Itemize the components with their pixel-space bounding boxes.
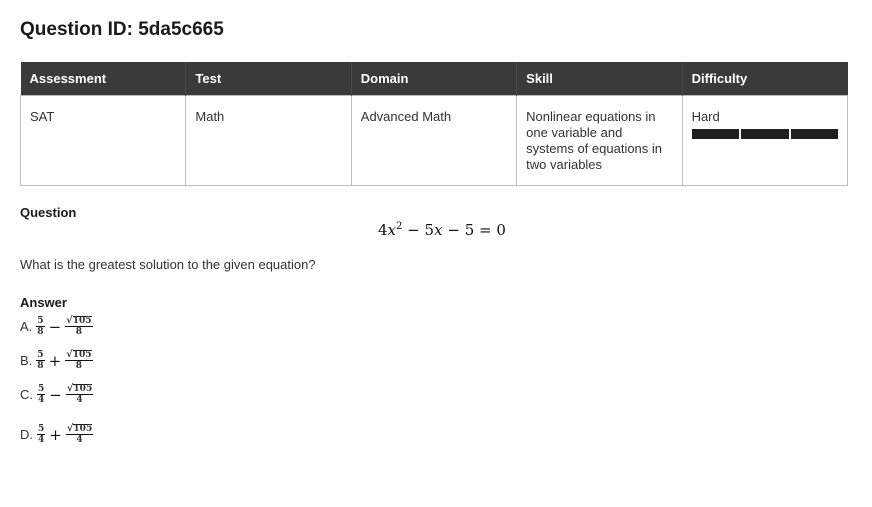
eq-exponent: 2 [396,221,403,232]
fraction-denominator: 4 [38,395,45,405]
eq-coef-a: 4 [378,221,388,239]
eq-op2: − [447,221,460,239]
choice-operator: − [48,317,62,336]
radicand: 105 [72,350,92,360]
fraction-rational [36,350,44,371]
eq-equals: = [479,221,492,239]
sqrt-symbol-icon: √ [66,423,74,434]
difficulty-indicator [692,129,838,139]
cell-skill: Nonlinear equations in one variable and systems of equations in two variables [517,96,682,186]
radicand: 105 [73,424,93,434]
answer-choice [20,316,93,337]
fraction-radical [65,350,92,371]
choice-letter: D. [20,427,33,442]
fraction-radical [66,424,93,445]
eq-op1: − [407,221,420,239]
square-root [66,350,91,360]
header-difficulty: Difficulty [682,62,847,96]
radicand: 105 [72,316,92,326]
fraction-denominator: 4 [76,395,83,405]
table-header-row [21,62,848,96]
square-root [66,316,91,326]
answer-choice [20,424,93,445]
eq-term2: 5 [424,221,435,239]
fraction-rational [37,384,45,405]
fraction-rational [37,424,45,445]
header-test: Test [186,62,351,96]
fraction-radical [66,384,93,405]
answer-choice [20,350,93,371]
difficulty-bar [791,129,838,139]
header-skill: Skill [517,62,682,96]
page-title: Question ID: 5da5c665 [20,19,224,40]
choice-operator: + [49,425,62,444]
square-root [67,384,92,394]
header-domain: Domain [351,62,516,96]
fraction-numerator [66,424,93,435]
question-label: Question [20,205,77,220]
square-root [67,424,92,434]
cell-difficulty [682,96,847,186]
fraction-denominator: 8 [37,327,44,337]
choice-letter: A. [20,319,33,334]
answer-label: Answer [20,295,67,310]
choice-letter: B. [20,353,33,368]
choice-letter: C. [20,387,33,402]
radicand: 105 [73,384,93,394]
cell-test: Math [186,96,351,186]
question-equation [378,221,506,239]
fraction-numerator [65,316,92,327]
fraction-denominator: 8 [37,361,44,371]
fraction-numerator [66,384,93,395]
difficulty-label: Hard [691,109,720,124]
fraction-rational [36,316,44,337]
fraction-denominator: 4 [76,435,83,445]
eq-rhs: 0 [496,221,506,239]
fraction-numerator: 5 [37,316,44,326]
fraction-denominator: 8 [75,361,82,371]
eq-const: 5 [464,221,475,239]
fraction-denominator: 8 [75,327,82,337]
difficulty-bar [741,129,788,139]
fraction-numerator [65,350,92,361]
header-assessment: Assessment [21,62,186,96]
question-prompt: What is the greatest solution to the given equation? [20,257,316,272]
fraction-numerator: 5 [38,424,45,434]
eq-var: x [387,221,397,239]
difficulty-bar [692,129,739,139]
eq-var2: x [434,221,443,239]
cell-domain: Advanced Math [351,96,516,186]
cell-assessment: SAT [21,96,186,186]
sqrt-symbol-icon: √ [66,349,73,360]
fraction-numerator: 5 [38,384,45,394]
sqrt-symbol-icon: √ [66,383,74,394]
fraction-radical [65,316,92,337]
choice-operator: − [49,385,62,404]
answer-choice [20,384,93,405]
choice-operator: + [48,351,62,370]
table-row [21,96,848,186]
fraction-denominator: 4 [38,435,45,445]
fraction-numerator: 5 [37,350,44,360]
question-meta-table [20,62,848,186]
sqrt-symbol-icon: √ [66,315,73,326]
